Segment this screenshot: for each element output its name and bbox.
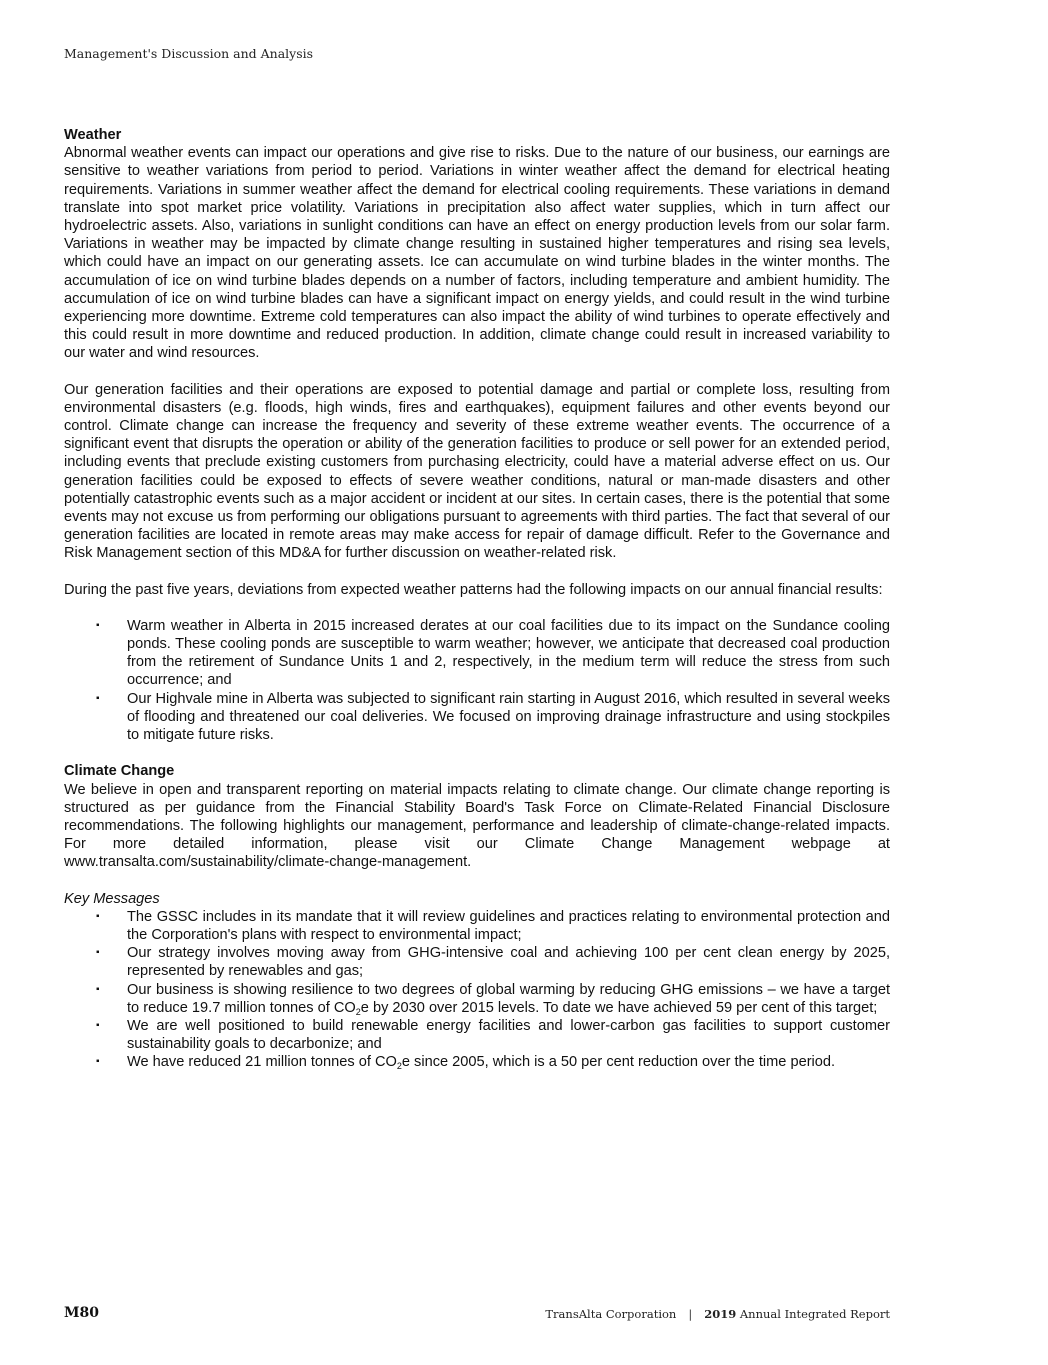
section-heading-climate-change: Climate Change — [64, 763, 175, 780]
section-heading-weather: Weather — [64, 127, 122, 143]
list-item: ▪ Our strategy involves moving away from GHG-intensive coal and achieving 100 per cent clean energy by 2025, represented by renewables and gas; — [96, 945, 890, 980]
paragraph: Abnormal weather events can impact our operations and give rise to risks. Due to the nature of our business, our earnings are sensitive to weather variations from period to period. Variations in winter weather affect the demand for electrical heating requirements. Variations in summer weather affect the demand for electrical cooling requirements. These variations in demand translate into spot market price volatility. Variations in precipitation also affect water supplies, which in turn affect our hydroelectric assets. Also, variations in sunlight conditions can have an effect on energy production levels from our solar farm. Variations in weather may be impacted by climate change resulting in sustained higher temperatures and rising sea levels, which could have an impact on our generating assets. Ice can accumulate on wind turbine blades in the winter months. The accumulation of ice on wind turbine blades depends on a number of factors, including temperature and ambient humidity. The accumulation of ice on wind turbine blades can have a significant impact on energy yields, and could result in the wind turbine experiencing more downtime. Extreme cold temperatures can also impact the ability of wind turbines to operate effectively and this could result in more downtime and reduced production. In addition, climate change could result in increased variability to our water and wind resources. — [64, 145, 890, 362]
footer-report: Annual Integrated Report — [739, 1307, 890, 1321]
bullet-icon: ▪ — [96, 619, 100, 631]
list-item: ▪ We are well positioned to build renewable energy facilities and lower-carbon gas facilities to support customer sustainability goals to decarbonize; and — [96, 1017, 890, 1053]
page-number: M80 — [64, 1305, 99, 1321]
footer-report-title — [545, 1307, 890, 1321]
list-item: ▪ Our Highvale mine in Alberta was subjected to significant rain starting in August 2016, which resulted in several weeks of flooding and threatened our coal deliveries. We focused on improving drainage infrastructure and using stockpiles to mitigate future risks. — [96, 690, 890, 744]
running-header: Management's Discussion and Analysis — [64, 46, 314, 61]
footer-year: 2019 — [704, 1307, 737, 1321]
bullet-icon: ▪ — [96, 983, 100, 995]
bullet-icon: ▪ — [96, 1019, 100, 1031]
bullet-list-key-messages — [64, 908, 890, 1072]
list-item: ▪ The GSSC includes in its mandate that it will review guidelines and practices relating to environmental protection and the Corporation's plans with respect to environmental impact; — [96, 908, 890, 943]
subheading-key-messages: Key Messages — [64, 890, 160, 907]
paragraph: Our generation facilities and their operations are exposed to potential damage and partial or complete loss, resulting from environmental disasters (e.g. floods, high winds, fires and earthquakes), equipment failures and other events beyond our control. Climate change can increase the frequency and severity of these extreme weather events. The occurrence of a significant event that disrupts the operation or ability of the generation facilities to produce or sell power for an extended period, including events that preclude existing customers from purchasing electricity, could have a material adverse effect on us. Our generation facilities could be exposed to effects of severe weather conditions, natural or man-made disasters and other potentially catastrophic events such as a major accident or incident at our sites. In certain cases, there is the potential that some events may not excuse us from performing our obligations pursuant to agreements with third parties. The fact that several of our generation facilities are located in remote areas may make access for repair of damage difficult. Refer to the Governance and Risk Management section of this MD&A for further discussion on weather-related risk. — [64, 381, 890, 562]
list-item: ▪ Warm weather in Alberta in 2015 increased derates at our coal facilities due to its impact on the Sundance cooling ponds. These cooling ponds are susceptible to warm weather; however, we anticipate that decreased coal production from the retirement of Sundance Units 1 and 2, respectively, in the medium term will reduce the stress from such occurrence; and — [96, 617, 890, 689]
bullet-icon: ▪ — [96, 692, 100, 704]
footer-separator: | — [688, 1307, 693, 1321]
bullet-list-weather-impacts — [64, 617, 890, 744]
bullet-icon: ▪ — [96, 947, 100, 959]
paragraph: We believe in open and transparent reporting on material impacts relating to climate change. Our climate change reporting is structured as per guidance from the Financial Stability Board's Task Force on Climate-Related Financial Disclosure recommendations. The following highlights our management, performance and leadership of climate-change-related impacts. For more detailed information, please visit our Climate Change Management webpage at www.transalta.com/sustainability/climate-change-management. — [64, 781, 890, 871]
document-body — [64, 126, 890, 1072]
list-item: ▪ We have reduced 21 million tonnes of $CO_2e$ since 2005, which is a 50 per cent reduction over the time period. — [96, 1054, 836, 1072]
paragraph: During the past five years, deviations from expected weather patterns had the following impacts on our annual financial results: — [64, 581, 883, 598]
bullet-icon: ▪ — [96, 1056, 100, 1068]
list-item: ▪ Our business is showing resilience to two degrees of global warming by reducing GHG emissions – we have a target to reduce 19.7 million tonnes of $CO_2e$ by 2030 over 2015 levels. To date we have achieved 59 per cent of this target; — [96, 981, 890, 1017]
bullet-icon: ▪ — [96, 910, 100, 922]
footer-company: TransAlta Corporation — [545, 1307, 677, 1321]
